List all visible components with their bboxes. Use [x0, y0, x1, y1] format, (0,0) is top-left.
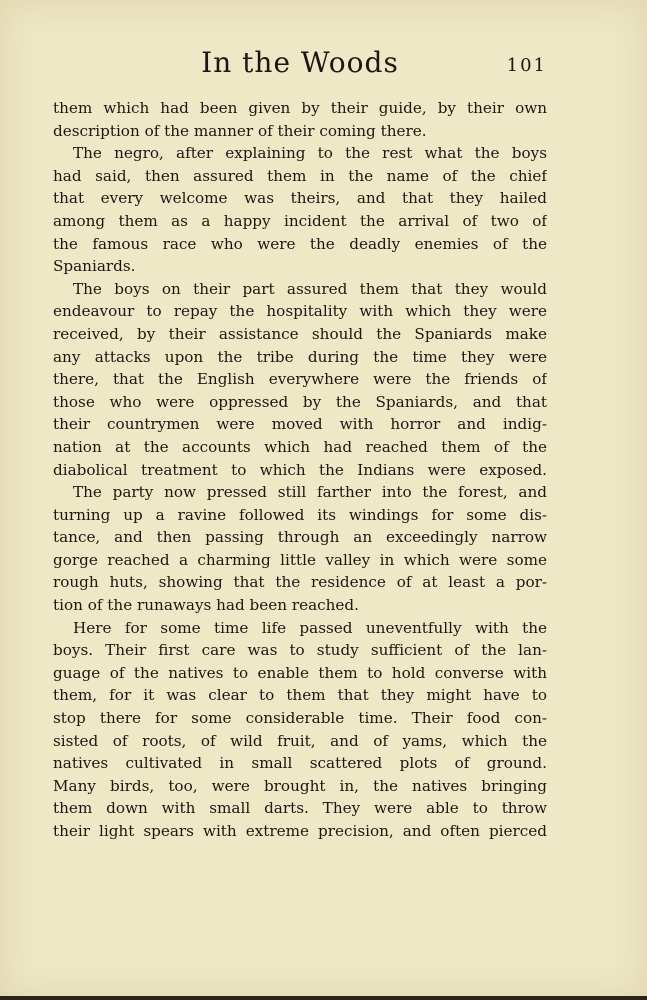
text-line: diabolical treatment to which the Indians were exposed. [53, 460, 547, 479]
text-line: rough huts, showing that the residence of at least a por- [53, 573, 547, 592]
text-line: Spaniards. [53, 257, 136, 276]
text-line: The boys on their part assured them that they would [73, 279, 547, 298]
text-line: tion of the runaways had been reached. [53, 596, 359, 615]
text-line: their light spears with extreme precision, and often pierced [53, 822, 547, 840]
text-line: tance, and then passing through an exceedingly narrow [53, 528, 547, 547]
bottom-edge-rule [0, 996, 647, 1000]
text-line: had said, then assured them in the name of the chief [53, 166, 547, 185]
text-line: their countrymen were moved with horror and indig- [53, 415, 547, 434]
text-line: those who were oppressed by the Spaniards, and that [53, 392, 547, 411]
text-line: Many birds, too, were brought in, the natives bringing [53, 776, 547, 795]
text-line: gorge reached a charming little valley in which were some [53, 550, 547, 569]
text-line: Here for some time life passed uneventfully with the [73, 618, 547, 637]
text-line: boys. Their first care was to study sufficient of the lan- [53, 641, 547, 660]
text-line: description of the manner of their coming there. [53, 121, 427, 140]
text-line: the famous race who were the deadly enemies of the [53, 234, 547, 253]
text-line: The negro, after explaining to the rest what the boys [73, 144, 547, 163]
text-line: stop there for some considerable time. Their food con- [53, 709, 547, 728]
page-title: In the Woods [201, 46, 399, 79]
text-line: The party now pressed still farther into the forest, and [73, 483, 547, 502]
text-line: them down with small darts. They were able to throw [53, 799, 547, 818]
running-header [53, 46, 547, 86]
text-line: endeavour to repay the hospitality with which they were [53, 302, 547, 321]
text-line: them, for it was clear to them that they might have to [53, 686, 547, 705]
text-line: that every welcome was theirs, and that they hailed [53, 189, 547, 208]
text-line: there, that the English everywhere were the friends of [53, 370, 547, 389]
text-line: among them as a happy incident the arrival of two of [53, 211, 547, 230]
text-line: natives cultivated in small scattered plots of ground. [53, 754, 547, 773]
text-line: any attacks upon the tribe during the time they were [53, 347, 547, 366]
text-line: guage of the natives to enable them to hold converse with [53, 663, 547, 682]
body-text [53, 97, 547, 843]
text-line: received, by their assistance should the Spaniards make [53, 324, 547, 343]
text-line: them which had been given by their guide, by their own [53, 99, 547, 117]
text-line: turning up a ravine followed its windings for some dis- [53, 505, 547, 524]
text-line: nation at the accounts which had reached them of the [53, 437, 547, 456]
text-line: sisted of roots, of wild fruit, and of yams, which the [53, 731, 547, 750]
page-number: 101 [506, 55, 547, 76]
